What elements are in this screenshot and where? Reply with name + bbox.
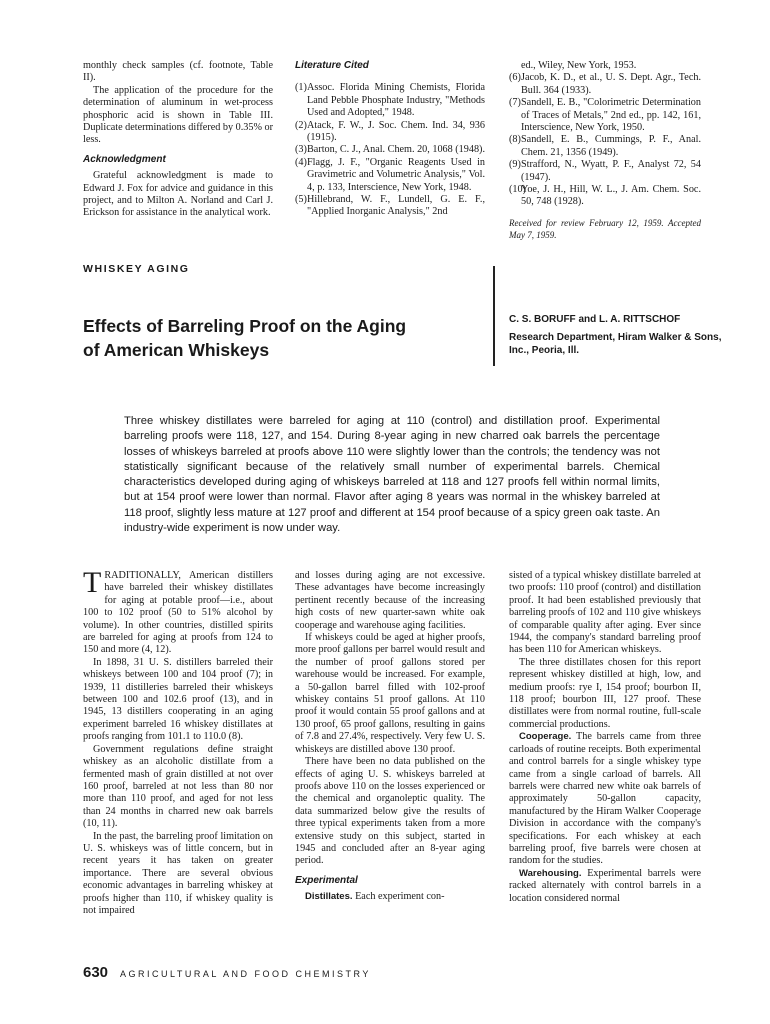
paragraph: Cooperage. The barrels came from three carloads of routine receipts. Both experimental and control barrels for a single whiskey type came from a single carload of barrels. All barrels were charred new white oak barrels of approximately 50-gallon capacity, manufactured by the Hiram Walker Cooperage Division in accordance with the company's specifications. For each whiskey at each barreling proof, five barrels were chosen at random for the studies. <box>509 731 701 867</box>
reference-item: (10)Yoe, J. H., Hill, W. L., J. Am. Chem. Soc. 50, 748 (1928). <box>509 184 701 208</box>
vertical-divider <box>493 266 495 366</box>
reference-item: (7)Sandell, E. B., "Colorimetric Determination of Traces of Metals," 2nd ed., pp. 142, 161, Interscience, New York, 1950. <box>509 97 701 134</box>
paragraph: TRADITIONALLY, American distillers have barreled their whiskey distillates for aging at potable proof—i.e., about 100 to 102 proof (50 to 51% alcohol by volume). In other countries, distilled spirits are barreled for aging at proofs from 124 to 150 and more (4, 12). <box>83 566 273 656</box>
continued-paragraph: and losses during aging are not excessive. These advantages have become increasingly pertinent recently because of the increasing high costs of new quarter-sawn white oak cooperage and warehouse aging facilities. <box>295 570 485 631</box>
paragraph: There have been no data published on the effects of aging U. S. whiskeys barreled at proofs above 110 on the losses experienced or the chemical and organoleptic quality. The data summarized below give the results of three typical experiments taken from a more extensive study on this subject, started in 1945 and concluded after an 8-year aging period. <box>295 756 485 867</box>
reference-item: (4)Flagg, J. F., "Organic Reagents Used in Gravimetric and Volumetric Analysis," Vol. 4, p. 133, Interscience, New York, 1948. <box>295 156 485 193</box>
body-column-3 <box>509 570 701 905</box>
authors: C. S. BORUFF and L. A. RITTSCHOF <box>509 314 681 325</box>
reference-item: (5)Hillebrand, W. F., Lundell, G. E. F., "Applied Inorganic Analysis," 2nd <box>295 194 485 218</box>
page-footer <box>83 964 371 982</box>
paragraph: In 1898, 31 U. S. distillers barreled their whiskeys between 100 and 104 proof (7); in 1939, 11 distilleries barreled their whiskeys between 100 and 102.6 proof (13), and in 1945, 13 distillers cooperating in an aging experiment barreled 16 whiskey distillates at proofs ranging from 101.1 to 110.0 (8). <box>83 656 273 743</box>
reference-item: (8)Sandell, E. B., Cummings, P. F., Anal. Chem. 21, 1356 (1949). <box>509 134 701 158</box>
reference-item: (1)Assoc. Florida Mining Chemists, Florida Land Pebble Phosphate Industry, "Methods Used and Adopted," 1948. <box>295 82 485 119</box>
paragraph: Government regulations define straight whiskey as an alcoholic distillate from a fermented mash of grain distilled at not over 160 proof, barreled at not less than 80 nor more than 110 proof, and aged for not less than 24 months in charred new oak barrels (10, 11). <box>83 743 273 830</box>
section-label: WHISKEY AGING <box>83 263 190 275</box>
acknowledgment-heading: Acknowledgment <box>83 153 166 165</box>
article-title: Effects of Barreling Proof on the Aging of American Whiskeys <box>83 316 407 360</box>
top-column-3 <box>509 60 701 242</box>
body-column-2 <box>295 570 485 904</box>
journal-name: AGRICULTURAL AND FOOD CHEMISTRY <box>120 969 371 979</box>
paragraph: The three distillates chosen for this report represent whiskey distilled at high, low, and medium proofs: rye I, 154 proof; bourbon II, 118 proof; bourbon III, 127 proof. These distillates were from normal routine, full-scale commercial productions. <box>509 656 701 730</box>
literature-cited-heading: Literature Cited <box>295 60 369 71</box>
reference-continued: ed., Wiley, New York, 1953. <box>521 60 637 71</box>
paragraph: Distillates. Each experiment con- <box>305 891 445 903</box>
paragraph: The application of the procedure for the determination of aluminum in wet-process phosphoric acid is shown in Table III. Duplicate determinations differed by 0.35% or less. <box>83 84 273 146</box>
reference-item: (3)Barton, C. J., Anal. Chem. 20, 1068 (1948). <box>295 144 485 156</box>
abstract: Three whiskey distillates were barreled for aging at 110 (control) and distillation proof. Experimental barreling proofs were 118, 127, and 154. During 8-year aging in new charred oak barrels the percentage losses of whiskeys barreled at proofs above 110 were slightly lower than the controls; the tendency was not statistically significant because of the relatively small number of experimental barrels. Chemical characteristics developed during aging of whiskeys barreled at 118 and 127 proofs fell within normal limits, but at 154 proof were lower than normal. Flavor after aging 8 years was normal in the whiskey barreled at 118 proof, slightly less mature at 127 proof and different at 154 proof because of a spicy green oak taste. An industry-wide experiment is now under way. <box>124 415 660 535</box>
acknowledgment-text: Grateful acknowledgment is made to Edward J. Fox for advice and guidance in this project, and to Milton A. Norland and Carl J. Erickson for assistance in the analytical work. <box>83 170 273 219</box>
paragraph: If whiskeys could be aged at higher proofs, more proof gallons per barrel would result and the number of proof gallons stored per warehouse would be increased. For example, a 50-gallon barrel filled with 102-proof whiskey contains 51 proof gallons. At 110 proof it would contain 55 proof gallons and at 130 proof, 65 proof gallons, resulting in gains of 7.8 and 27.4%, respectively. Very few U. S. whiskeys are distilled above 130 proof. <box>295 632 485 755</box>
continued-paragraph: sisted of a typical whiskey distillate barreled at two proofs: 110 proof (control) and distillation proof. It had been established previously that barreling proofs of 102 and 110 give whiskeys of comparable quality after aging. Ever since 1944, the company's standard barreling proof has been 110 for American whiskeys. <box>509 570 701 656</box>
author-block <box>509 313 729 362</box>
top-column-2 <box>295 60 485 219</box>
reference-item: (9)Strafford, N., Wyatt, P. F., Analyst 72, 54 (1947). <box>509 159 701 183</box>
reference-item: (6)Jacob, K. D., et al., U. S. Dept. Agr., Tech. Bull. 364 (1933). <box>509 72 701 96</box>
paragraph: Warehousing. Experimental barrels were racked alternately with control barrels in a location considered normal <box>509 867 702 904</box>
paragraph: In the past, the barreling proof limitation on U. S. whiskeys was of little concern, but in recent years it has taken on greater importance. There are several obvious economic advantages in barreling whiskey at proofs higher than 110, if whiskey quality is not impaired <box>83 830 273 916</box>
reference-item: (2)Atack, F. W., J. Soc. Chem. Ind. 34, 936 (1915). <box>295 119 485 144</box>
received-note: Received for review February 12, 1959. Accepted May 7, 1959. <box>509 217 701 241</box>
continued-paragraph: monthly check samples (cf. footnote, Table II). <box>83 60 273 84</box>
body-column-1 <box>83 566 273 917</box>
experimental-heading: Experimental <box>295 874 358 886</box>
page-number: 630 <box>83 964 109 981</box>
affiliation: Research Department, Hiram Walker & Sons, Inc., Peoria, Ill. <box>509 332 722 356</box>
drop-cap: T <box>83 566 102 599</box>
top-column-1 <box>83 60 273 220</box>
